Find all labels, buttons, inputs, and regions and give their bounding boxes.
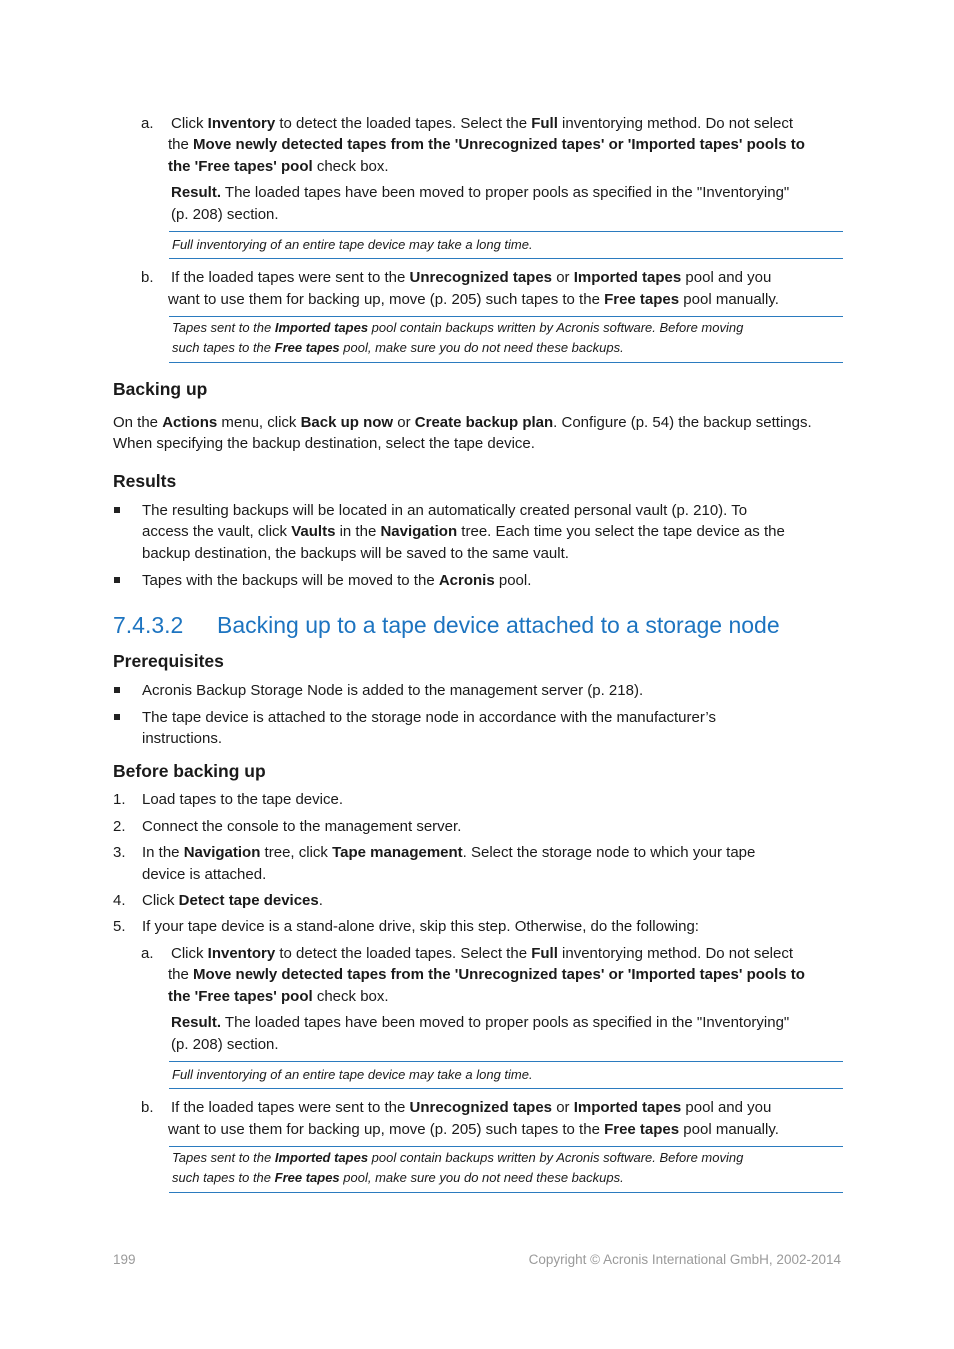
step-text: Load tapes to the tape device. <box>142 791 343 808</box>
step-text: If your tape device is a stand-alone drive, skip this step. Otherwise, do the following: <box>142 918 699 935</box>
step-text: device is attached. <box>142 866 267 883</box>
step-text: In the Navigation tree, click Tape management. Select the storage node to which your tape <box>142 844 756 861</box>
step-text: Connect the console to the management server. <box>142 818 462 835</box>
section-heading <box>113 612 780 639</box>
paragraph-line: access the vault, click Vaults in the Navigation tree. Each time you select the tape device as the <box>142 523 785 540</box>
paragraph-line: backup destination, the backups will be saved to the same vault. <box>142 545 569 562</box>
copyright: Copyright © Acronis International GmbH, 2002-2014 <box>528 1252 841 1267</box>
list-marker: b. <box>141 269 154 286</box>
note-box <box>169 1061 843 1089</box>
heading-backing-up: Backing up <box>113 379 208 399</box>
step-number: 1. <box>113 791 126 808</box>
bullet <box>114 714 120 720</box>
paragraph-line: instructions. <box>142 730 223 747</box>
paragraph-line: the 'Free tapes' pool check box. <box>168 158 389 175</box>
note-box <box>169 316 843 363</box>
bullet <box>114 507 120 513</box>
list-marker: a. <box>141 945 154 962</box>
paragraph-line: Click Inventory to detect the loaded tapes. Select the Full inventorying method. Do not select <box>171 945 794 962</box>
paragraph-line: want to use them for backing up, move (p. 205) such tapes to the Free tapes pool manually. <box>168 1121 779 1138</box>
note-line: Tapes sent to the Imported tapes pool contain backups written by Acronis software. Before moving <box>172 1150 744 1165</box>
heading-before-backing-up: Before backing up <box>113 761 266 781</box>
result-line: Result. The loaded tapes have been moved to proper pools as specified in the "Inventorying" <box>171 184 790 201</box>
section-title: Backing up to a tape device attached to a storage node <box>217 612 780 638</box>
heading-results: Results <box>113 471 177 491</box>
note-line: such tapes to the Free tapes pool, make sure you do not need these backups. <box>172 340 624 355</box>
note-line: such tapes to the Free tapes pool, make sure you do not need these backups. <box>172 1170 624 1185</box>
paragraph-line: When specifying the backup destination, select the tape device. <box>113 435 535 452</box>
note-text: Full inventorying of an entire tape device may take a long time. <box>172 1067 533 1082</box>
paragraph-line: the 'Free tapes' pool check box. <box>168 988 389 1005</box>
section-number: 7.4.3.2 <box>113 612 184 638</box>
result-line: (p. 208) section. <box>171 206 279 223</box>
paragraph-line: On the Actions menu, click Back up now or Create backup plan. Configure (p. 54) the backup settings. <box>113 414 812 431</box>
step-number: 2. <box>113 818 126 835</box>
bullet <box>114 687 120 693</box>
note-line: Tapes sent to the Imported tapes pool contain backups written by Acronis software. Before moving <box>172 320 744 335</box>
paragraph-line: If the loaded tapes were sent to the Unrecognized tapes or Imported tapes pool and you <box>171 1099 772 1116</box>
paragraph-line: the Move newly detected tapes from the 'Unrecognized tapes' or 'Imported tapes' pools to <box>168 136 805 153</box>
paragraph-line: The resulting backups will be located in an automatically created personal vault (p. 210). To <box>142 502 748 519</box>
note-text: Full inventorying of an entire tape device may take a long time. <box>172 237 533 252</box>
paragraph-line: want to use them for backing up, move (p. 205) such tapes to the Free tapes pool manually. <box>168 291 779 308</box>
paragraph-line: Tapes with the backups will be moved to the Acronis pool. <box>142 572 532 589</box>
step-number: 4. <box>113 892 126 909</box>
paragraph-line: Click Inventory to detect the loaded tapes. Select the Full inventorying method. Do not select <box>171 115 794 132</box>
step-number: 5. <box>113 918 126 935</box>
bullet <box>114 577 120 583</box>
paragraph-line: the Move newly detected tapes from the 'Unrecognized tapes' or 'Imported tapes' pools to <box>168 966 805 983</box>
page-number: 199 <box>113 1252 136 1267</box>
note-box <box>169 231 843 259</box>
step-text: Click Detect tape devices. <box>142 892 323 909</box>
note-box <box>169 1146 843 1193</box>
step-number: 3. <box>113 844 126 861</box>
paragraph-line: Acronis Backup Storage Node is added to the management server (p. 218). <box>142 682 644 699</box>
heading-prerequisites: Prerequisites <box>113 651 224 671</box>
paragraph-line: If the loaded tapes were sent to the Unrecognized tapes or Imported tapes pool and you <box>171 269 772 286</box>
result-line: (p. 208) section. <box>171 1036 279 1053</box>
list-marker: b. <box>141 1099 154 1116</box>
paragraph-line: The tape device is attached to the storage node in accordance with the manufacturer’s <box>142 709 716 726</box>
list-marker: a. <box>141 115 154 132</box>
result-line: Result. The loaded tapes have been moved to proper pools as specified in the "Inventorying" <box>171 1014 790 1031</box>
